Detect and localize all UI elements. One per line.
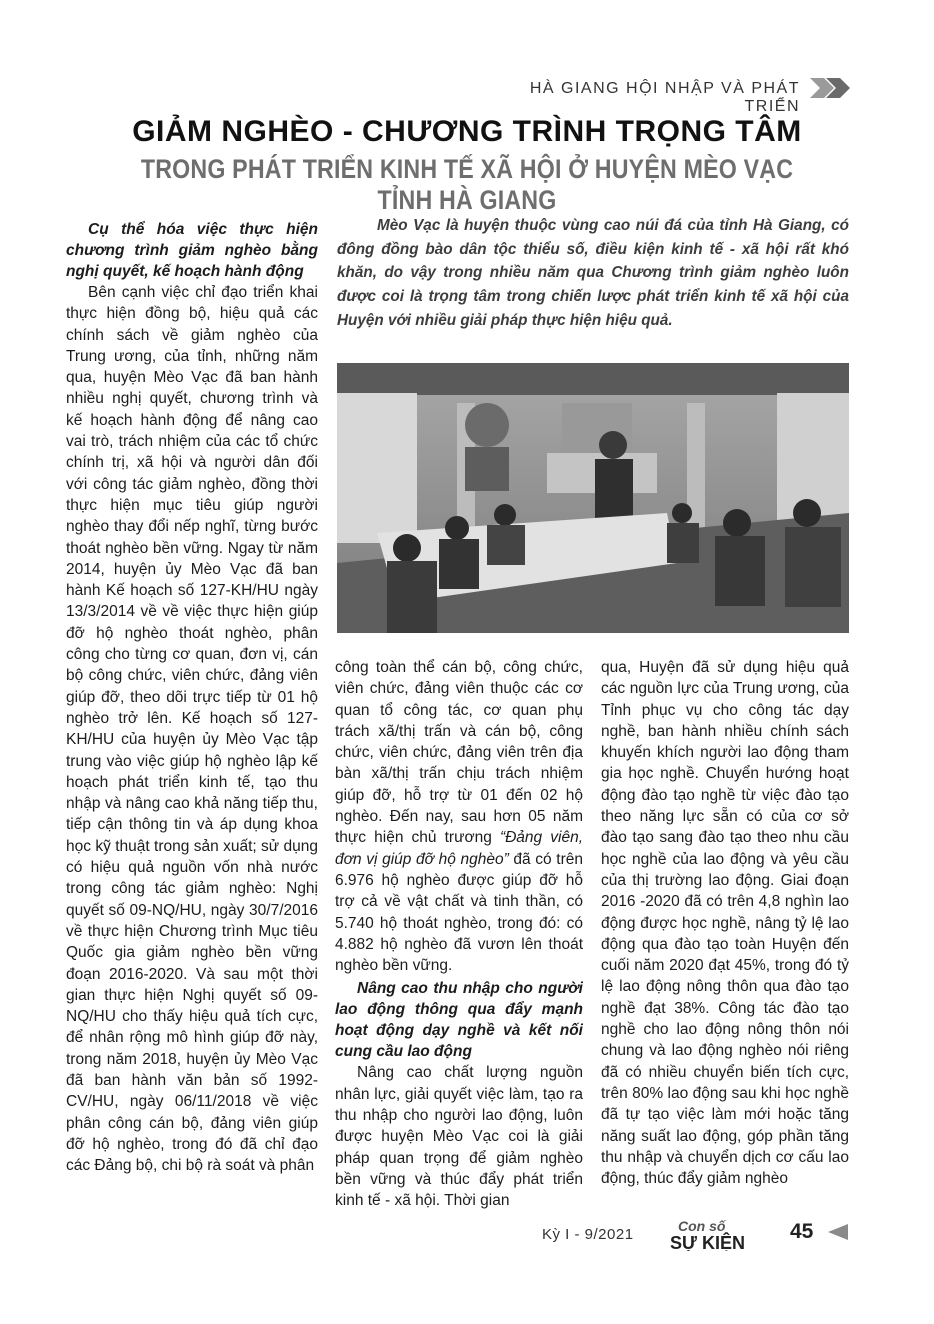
column-3-text: qua, Huyện đã sử dụng hiệu quả các nguồn lực của Trung ương, của Tỉnh phục vụ cho công tác dạy nghề, ban hành nhiều chính sách khuyến khích người lao động tham gia học nghề. Chuyển hướng hoạt động đào tạo nghề từ việc đào tạo theo năng lực sẵn có của cơ sở đào tạo sang đào tạo theo nhu cầu học nghề của lao động và yêu cầu của thị trường lao động. Giai đoạn 2016 -2020 đã có trên 4,8 nghìn lao động được học nghề, nâng tỷ lệ lao động qua đào tạo toàn Huyện đến cuối năm 2020 đạt 45%, trong đó tỷ lệ lao động nông thôn qua đào tạo nghề đạt 38%. Công tác đào tạo nghề cho lao động nông thôn nói chung và lao động nghèo nói riêng đã có nhiều chuyển biến tích cực, trên 80% lao động sau khi học nghề đã tự tạo việc làm mới hoặc tăng năng suất lao động, góp phần tăng thu nhập và chuyển dịch cơ cấu lao động, thúc đẩy giảm nghèo (601, 659, 849, 1188)
column-2-text-a: công toàn thể cán bộ, công chức, viên chức, đảng viên thuộc các cơ quan tổ công tác, cơ quan phụ trách xã/thị trấn và cán bộ, công chức, viên chức, đảng viên trên địa bàn xã/thị trấn chịu trách nhiệm giúp đỡ, hỗ trợ từ 01 đến 02 hộ nghèo. Đến nay, sau hơn 05 năm thực hiện chủ trương (335, 659, 583, 847)
article-title: GIẢM NGHÈO - CHƯƠNG TRÌNH TRỌNG TÂM (132, 115, 802, 148)
column-2-text (335, 657, 583, 976)
section-heading-2: Nâng cao thu nhập cho người lao động thông qua đẩy mạnh hoạt động dạy nghề và kết nối cung cầu lao động (335, 980, 583, 1061)
article-subtitle: TRONG PHÁT TRIỂN KINH TẾ XÃ HỘI Ở HUYỆN MÈO VẠC TỈNH HÀ GIANG (140, 154, 794, 215)
section-tag: HÀ GIANG HỘI NHẬP VÀ PHÁT TRIỂN (529, 80, 800, 115)
lead-text: Mèo Vạc là huyện thuộc vùng cao núi đá của tỉnh Hà Giang, có đông đồng bào dân tộc thiểu số, điều kiện kinh tế - xã hội rất khó khăn, do vậy trong nhiều năm qua Chương trình giảm nghèo luôn được coi là trọng tâm trong chiến lược phát triển kinh tế xã hội của Huyện với nhiều giải pháp thực hiện hiệu quả. (337, 217, 849, 329)
double-chevron-icon (808, 76, 852, 100)
column-3 (601, 657, 849, 1189)
lead-paragraph (337, 214, 849, 333)
column-2-quote: “Đảng viên, đơn vị giúp đỡ hộ nghèo” (335, 829, 583, 868)
column-2-text-b: đã có trên 6.976 hộ nghèo được giúp đỡ hỗ trợ cả về vật chất và tinh thần, có 5.740 hộ thoát nghèo, trong đó: có 4.882 hộ nghèo đã vươn lên thoát nghèo bền vững. (335, 850, 583, 975)
column-2-text-c: Nâng cao chất lượng nguồn nhân lực, giải quyết việc làm, tạo ra thu nhập cho người lao động, luôn được huyện Mèo Vạc coi là giải pháp quan trọng để giảm nghèo bền vững và thúc đẩy phát triển kinh tế - xã hội. Thời gian (335, 1064, 583, 1210)
page-number: 45 (790, 1220, 814, 1243)
page-arrow-icon (824, 1222, 850, 1242)
logo-top-text: Con số (678, 1218, 726, 1234)
section-heading-1: Cụ thể hóa việc thực hiện chương trình giảm nghèo bằng nghị quyết, kế hoạch hành động (66, 221, 318, 280)
magazine-logo (666, 1217, 784, 1251)
column-2 (335, 657, 583, 1212)
column-1-text: Bên cạnh việc chỉ đạo triển khai thực hiện đồng bộ, hiệu quả các chính sách về giảm nghèo của Trung ương, của tỉnh, những năm qua, huyện Mèo Vạc đã ban hành nhiều nghị quyết, chương trình và kế hoạch hành động để nâng cao vai trò, trách nhiệm của các tổ chức chính trị, xã hội và người dân đối với công tác giảm nghèo, đồng thời thực hiện mục tiêu giúp người nghèo thay đổi nếp nghĩ, từng bước thoát nghèo bền vững. Ngay từ năm 2014, huyện ủy Mèo Vạc đã ban hành Kế hoạch số 127-KH/HU ngày 13/3/2014 về về việc thực hiện giúp đỡ hộ nghèo thoát nghèo, phân công cho từng cơ quan, đơn vị, cán bộ công chức, viên chức, đảng viên giúp đỡ, theo dõi trực tiếp từ 01 hộ nghèo trở lên. Kế hoạch số 127-KH/HU của huyện ủy Mèo Vạc tập trung vào việc giúp hộ nghèo lập kế hoạch phát triển kinh tế, tạo thu nhập và nâng cao khả năng tiếp thu, tiếp cận thông tin và áp dụng khoa học kỹ thuật trong sản xuất; sử dụng có hiệu quả nguồn vốn nhà nước trong công tác giảm nghèo: Nghị quyết số 09-NQ/HU, ngày 30/7/2016 về thực hiện Chương trình Mục tiêu Quốc gia giảm nghèo bền vững đoạn 2016-2020. Và sau một thời gian thực hiện Nghị quyết số 09-NQ/HU cho thấy hiệu quả tích cực, để nhân rộng mô hình giúp đỡ này, trong năm 2018, huyện ủy Mèo Vạc đã ban hành văn bản số 1992-CV/HU, ngày 06/11/2018 về việc phân công cán bộ, đảng viên giúp đỡ hộ nghèo, trong đó đã chỉ đạo các Đảng bộ, chi bộ rà soát và phân (66, 284, 318, 1175)
issue-label: Kỳ I - 9/2021 (542, 1226, 634, 1243)
meeting-photo (337, 363, 849, 633)
meeting-photo-illustration (337, 363, 849, 633)
logo-bottom-text: SỰ KIỆN (670, 1233, 745, 1251)
column-1 (66, 219, 318, 1176)
